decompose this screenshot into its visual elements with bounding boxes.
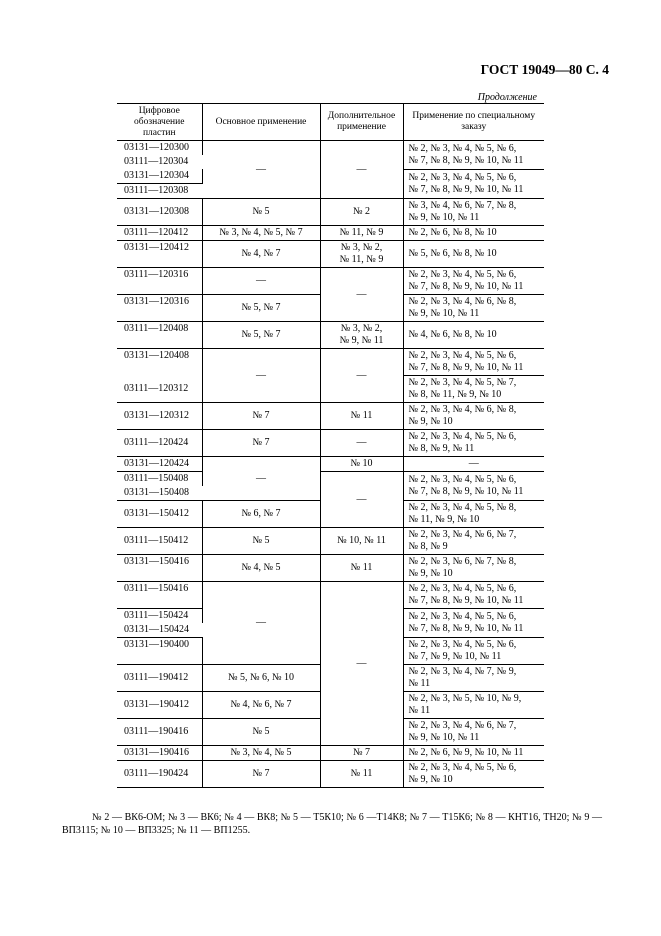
table-row	[117, 528, 544, 555]
spec-line: № 7, № 8, № 9, № 10, № 11	[408, 362, 524, 373]
table-row	[117, 555, 544, 582]
spec-line: № 3, № 4, № 6, № 7, № 8,	[408, 200, 517, 211]
spec-line: № 2, № 3, № 4, № 5, № 6,	[408, 611, 517, 622]
add-cell: № 11	[320, 555, 403, 582]
spec-line: № 2, № 3, № 4, № 6, № 8,	[408, 404, 517, 415]
spec-cell: № 2, № 6, № 8, № 10	[403, 226, 544, 241]
table-row	[117, 322, 544, 349]
main-cell: № 5	[202, 199, 320, 226]
spec-line: № 2, № 3, № 4, № 5, № 6,	[408, 350, 517, 361]
code-cell: 03111—120308	[117, 184, 202, 199]
table-row	[117, 472, 544, 487]
spec-line: № 2, № 3, № 4, № 5, № 6,	[408, 762, 517, 773]
main-cell: —	[202, 349, 320, 403]
spec-cell: —	[403, 457, 544, 472]
spec-line: № 9, № 10	[408, 568, 453, 579]
spec-cell: № 4, № 6, № 8, № 10	[403, 322, 544, 349]
code-cell: 03111—190424	[117, 761, 202, 788]
spec-line: № 2, № 3, № 4, № 6, № 7,	[408, 720, 517, 731]
spec-line: № 11	[408, 705, 431, 716]
spec-line: № 2, № 3, № 4, № 5, № 6,	[408, 431, 517, 442]
main-cell: № 4, № 5	[202, 555, 320, 582]
spec-cell	[403, 692, 544, 719]
add-cell	[320, 241, 403, 268]
main-cell: № 3, № 4, № 5, № 7	[202, 226, 320, 241]
spec-line: № 8, № 9	[408, 541, 448, 552]
add-cell: № 10	[320, 457, 403, 472]
add-line: № 11, № 9	[339, 254, 384, 265]
spec-line: № 9, № 10, № 11	[408, 308, 480, 319]
main-cell: № 7	[202, 761, 320, 788]
spec-line: № 7, № 8, № 9, № 10, № 11	[408, 183, 524, 195]
main-cell: № 7	[202, 403, 320, 430]
code-cell: 03111—150412	[117, 528, 202, 555]
spec-line: № 2, № 3, № 4, № 6, № 8,	[408, 296, 517, 307]
code-cell: 03111—120316	[117, 268, 202, 295]
spec-line: № 9, № 10, № 11	[408, 732, 480, 743]
spec-line: № 11, № 9, № 10	[408, 514, 480, 525]
code-cell: 03111—190416	[117, 719, 202, 746]
spec-line: № 8, № 11, № 9, № 10	[408, 389, 502, 400]
table-row	[117, 241, 544, 268]
spec-cell	[403, 141, 544, 170]
table-row	[117, 199, 544, 226]
add-cell	[320, 322, 403, 349]
code-cell: 03131—150408	[124, 487, 189, 498]
main-cell: № 5, № 7	[202, 322, 320, 349]
spec-cell	[403, 555, 544, 582]
main-cell: № 4, № 7	[202, 241, 320, 268]
code-cell: 03131—190416	[117, 746, 202, 761]
spec-line: № 7, № 8, № 9, № 10, № 11	[408, 623, 524, 634]
spec-cell	[403, 403, 544, 430]
spec-cell: № 2, № 6, № 9, № 10, № 11	[403, 746, 544, 761]
spec-line: № 2, № 3, № 4, № 5, № 6,	[408, 639, 517, 650]
main-cell: № 4, № 6, № 7	[202, 692, 320, 719]
continuation-label: Продолжение	[477, 92, 537, 103]
page-header: ГОСТ 19049—80 С. 4	[480, 62, 609, 77]
header-main: Основное применение	[202, 104, 320, 141]
main-cell: —	[202, 141, 320, 199]
spec-cell	[403, 472, 544, 501]
spec-line: № 2, № 3, № 5, № 10, № 9,	[408, 693, 522, 704]
code-cell: 03111—190412	[117, 665, 202, 692]
code-cell: 03131—190412	[117, 692, 202, 719]
add-cell: —	[320, 472, 403, 528]
table-row	[117, 746, 544, 761]
spec-line: № 8, № 9, № 11	[408, 443, 475, 454]
code-cell: 03111—120304	[124, 156, 189, 167]
spec-cell	[403, 268, 544, 295]
code-cell: 03131—190400	[117, 638, 202, 665]
spec-line: № 7, № 8, № 9, № 10, № 11	[408, 154, 524, 166]
add-cell: № 11, № 9	[320, 226, 403, 241]
add-cell: № 10, № 11	[320, 528, 403, 555]
table-row	[117, 268, 544, 295]
spec-cell	[403, 665, 544, 692]
add-cell: № 11	[320, 403, 403, 430]
code-cell: 03111—150424	[117, 609, 202, 624]
table-row	[117, 349, 544, 376]
code-cell: 03111—120312	[117, 376, 202, 403]
add-line: № 3, № 2,	[340, 242, 383, 253]
code-cell: 03131—120312	[117, 403, 202, 430]
main-cell: —	[202, 268, 320, 295]
add-cell: № 2	[320, 199, 403, 226]
code-cell: 03131—120308	[117, 199, 202, 226]
spec-line: № 7, № 9, № 10, № 11	[408, 651, 502, 662]
spec-line: № 9, № 10, № 11	[408, 212, 480, 223]
table-row	[117, 430, 544, 457]
spec-cell	[403, 295, 544, 322]
main-cell: № 5, № 7	[202, 295, 320, 322]
header-code: Цифровое обозначение пластин	[117, 104, 202, 141]
spec-cell: № 5, № 6, № 8, № 10	[403, 241, 544, 268]
spec-line: № 2, № 3, № 4, № 5, № 6,	[408, 269, 517, 280]
application-table-wrap	[117, 103, 544, 788]
code-cell: 03111—120424	[117, 430, 202, 457]
code-cell: 03111—150408	[117, 472, 202, 487]
spec-line: № 7, № 8, № 9, № 10, № 11	[408, 281, 524, 292]
spec-line: № 9, № 10	[408, 416, 453, 427]
code-cell: 03131—150424	[124, 624, 189, 635]
spec-line: № 2, № 3, № 4, № 7, № 9,	[408, 666, 517, 677]
table-row	[117, 457, 544, 472]
code-cell: 03131—120412	[117, 241, 202, 268]
add-cell: № 11	[320, 761, 403, 788]
code-cell: 03131—120300	[117, 141, 202, 156]
main-cell: № 3, № 4, № 5	[202, 746, 320, 761]
spec-cell	[403, 582, 544, 609]
spec-cell	[403, 761, 544, 788]
code-cell: 03111—120408	[117, 322, 202, 349]
table-row	[117, 226, 544, 241]
spec-line: № 7, № 8, № 9, № 10, № 11	[408, 486, 524, 497]
spec-line: № 2, № 3, № 4, № 5, № 6,	[408, 474, 517, 485]
application-table	[117, 103, 544, 788]
code-cell: 03131—120304	[117, 169, 202, 184]
code-cell: 03131—120408	[117, 349, 202, 376]
spec-line: № 9, № 10	[408, 774, 453, 785]
spec-line: № 7, № 8, № 9, № 10, № 11	[408, 595, 524, 606]
header-additional: Дополнительное применение	[320, 104, 403, 141]
add-cell: —	[320, 268, 403, 322]
spec-cell	[403, 528, 544, 555]
add-cell: —	[320, 582, 403, 746]
spec-line: № 2, № 3, № 4, № 5, № 6,	[408, 142, 517, 154]
add-cell: —	[320, 430, 403, 457]
table-row	[117, 141, 544, 156]
code-cell: 03111—150416	[117, 582, 202, 609]
main-cell: № 5, № 6, № 10	[202, 665, 320, 692]
add-cell: —	[320, 141, 403, 199]
table-header-row	[117, 104, 544, 141]
spec-line: № 2, № 3, № 4, № 5, № 7,	[408, 377, 517, 388]
table-row	[117, 582, 544, 609]
spec-cell	[403, 719, 544, 746]
spec-line: № 2, № 3, № 4, № 5, № 6,	[408, 583, 517, 594]
spec-cell	[403, 609, 544, 638]
spec-line: № 2, № 3, № 4, № 5, № 8,	[408, 502, 517, 513]
spec-cell	[403, 376, 544, 403]
add-cell: № 7	[320, 746, 403, 761]
spec-line: № 2, № 3, № 4, № 5, № 6,	[408, 171, 517, 183]
code-cell: 03131—120424	[117, 457, 202, 472]
spec-cell	[403, 199, 544, 226]
main-cell: № 5	[202, 719, 320, 746]
main-cell: № 6, № 7	[202, 501, 320, 528]
add-line: № 3, № 2,	[340, 323, 383, 334]
code-cell: 03131—120316	[117, 295, 202, 322]
spec-cell	[403, 349, 544, 376]
main-cell: —	[202, 457, 320, 501]
spec-line: № 2, № 3, № 4, № 6, № 7,	[408, 529, 517, 540]
spec-line: № 11	[408, 678, 431, 689]
main-cell: № 5	[202, 528, 320, 555]
spec-cell	[403, 169, 544, 199]
spec-cell	[403, 638, 544, 665]
add-cell: —	[320, 349, 403, 403]
spec-line: № 2, № 3, № 6, № 7, № 8,	[408, 556, 517, 567]
table-row	[117, 403, 544, 430]
code-cell: 03131—150416	[117, 555, 202, 582]
code-cell: 03131—150412	[117, 501, 202, 528]
add-line: № 9, № 11	[339, 335, 384, 346]
table-row	[117, 761, 544, 788]
main-cell: —	[202, 582, 320, 665]
footnote: № 2 — ВК6-ОМ; № 3 — ВК6; № 4 — ВК8; № 5 — Т5К10; № 6 —Т14К8; № 7 — Т15К6; № 8 — КНТ16, ТН20; № 9 — ВП3115; № 10 — ВП3325; № 11 — ВП1255.	[62, 812, 602, 836]
code-cell: 03111—120412	[117, 226, 202, 241]
spec-cell	[403, 501, 544, 528]
spec-cell	[403, 430, 544, 457]
header-special: Применение по специальному заказу	[403, 104, 544, 141]
main-cell: № 7	[202, 430, 320, 457]
